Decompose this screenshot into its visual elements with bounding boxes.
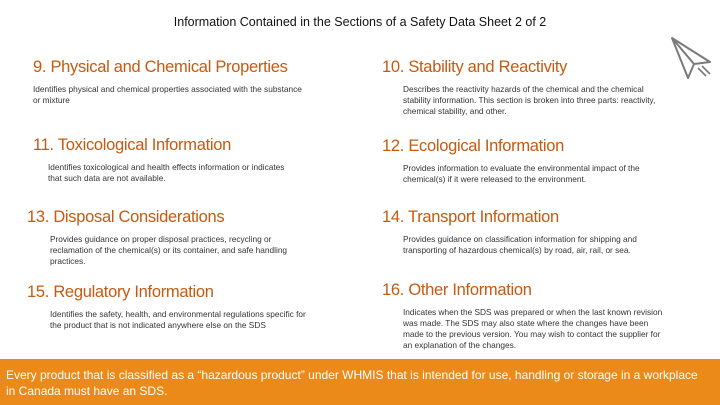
footer-banner: Every product that is classified as a “hazardous product” under WHMIS that is intended for use, handling or storage in a workplace in Canada must have an SDS.: [0, 359, 720, 405]
section-heading: 9. Physical and Chemical Properties: [33, 58, 288, 76]
section-regulatory: [27, 284, 327, 331]
section-body: Describes the reactivity hazards of the chemical and the chemical stability information. This section is broken into three parts: reactivity, chemical stability, and other.: [403, 83, 656, 116]
section-heading: 11. Toxicological Information: [33, 136, 231, 154]
section-body: Identifies the safety, health, and environmental regulations specific for the product that is not indicated anywhere else on the SDS: [50, 308, 306, 330]
section-stability-reactivity: [382, 59, 682, 117]
section-transport: [382, 209, 682, 256]
section-body: Provides guidance on classification information for shipping and transporting of hazardous chemical(s) by road, air, rail, or sea.: [403, 233, 637, 255]
section-heading: 14. Transport Information: [382, 208, 559, 226]
section-heading: 12. Ecological Information: [382, 137, 565, 155]
section-heading: 10. Stability and Reactivity: [382, 58, 568, 76]
section-physical-chemical: [33, 59, 333, 106]
section-body: Provides guidance on proper disposal practices, recycling or reclamation of the chemical(s) or its container, and safe handling practices.: [50, 233, 288, 266]
section-body: Provides information to evaluate the environmental impact of the chemical(s) if it were released to the environment.: [403, 162, 640, 184]
section-body: Identifies physical and chemical properties associated with the substance or mixture: [33, 83, 302, 105]
section-disposal: [27, 209, 327, 267]
section-other: [382, 282, 682, 351]
section-body: Identifies toxicological and health effects information or indicates that such data are not available.: [48, 161, 285, 183]
section-body: Indicates when the SDS was prepared or when the last known revision was made. The SDS may also state where the changes have been made to the previous version. You may wish to contact the supplier for an explanation of the changes.: [403, 306, 663, 350]
section-toxicological: [33, 137, 333, 184]
section-heading: 16. Other Information: [382, 281, 532, 299]
section-heading: 15. Regulatory Information: [27, 283, 214, 301]
section-ecological: [382, 138, 682, 185]
page-title: Information Contained in the Sections of a Safety Data Sheet 2 of 2: [173, 15, 547, 29]
section-heading: 13. Disposal Considerations: [27, 208, 225, 226]
